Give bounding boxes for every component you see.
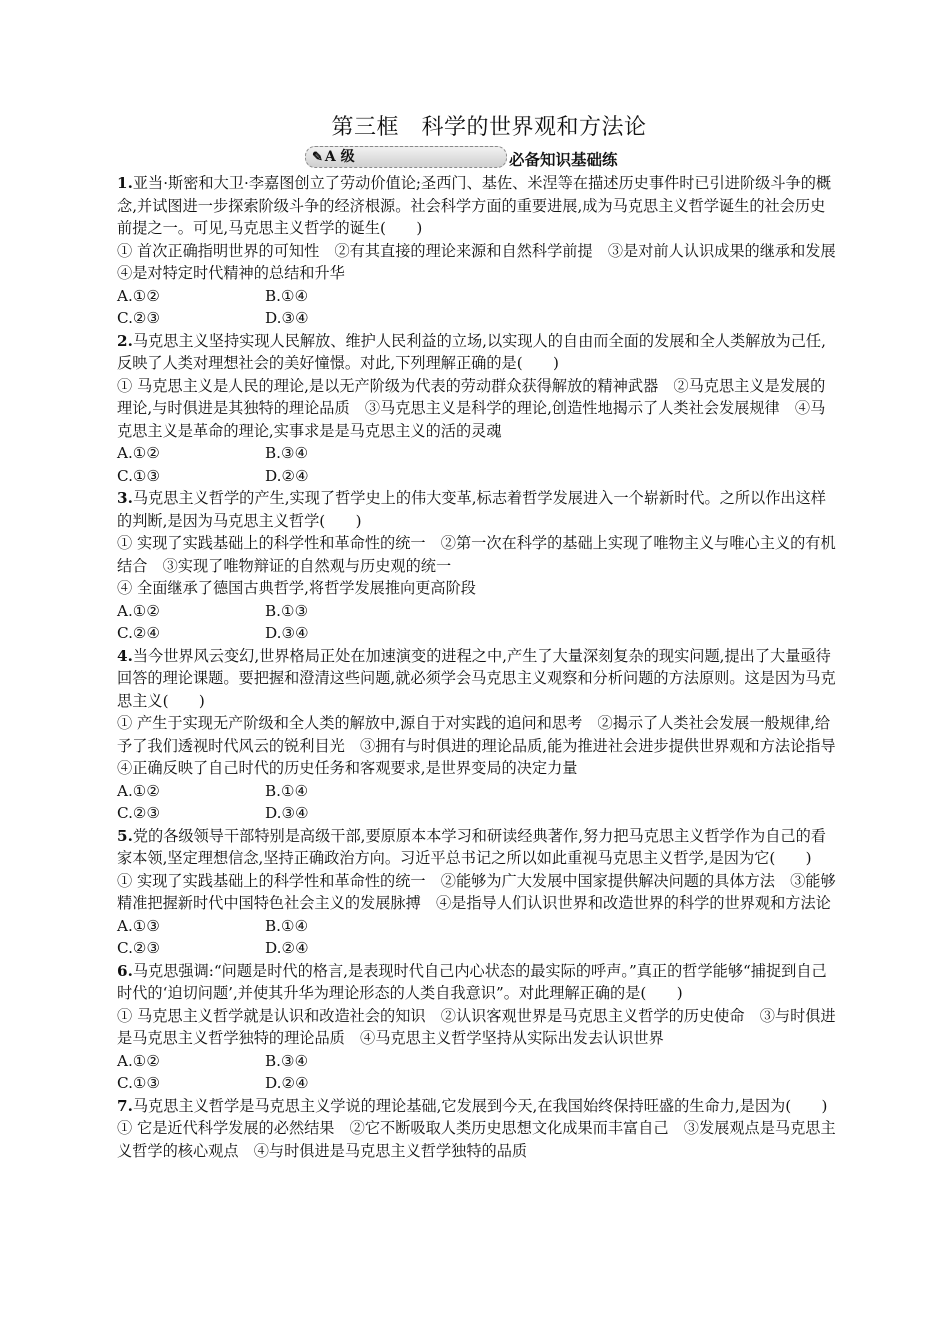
question-stem: 3.马克思主义哲学的产生,实现了哲学史上的伟大变革,标志着哲学发展进入一个崭新时代。之所以作出这样的判断,是因为马克思主义哲学( ): [117, 489, 826, 530]
choice-d[interactable]: D.②④: [265, 1074, 309, 1092]
choice-d[interactable]: D.③④: [265, 624, 309, 642]
question-stem: 7.马克思主义哲学是马克思主义学说的理论基础,它发展到今天,在我国始终保持旺盛的生命力,是因为( ): [117, 1096, 828, 1115]
question-3: [117, 487, 837, 645]
choice-d[interactable]: D.③④: [265, 804, 309, 822]
question-stem: 6.马克思强调:“问题是时代的格言,是表现时代自己内心状态的最实际的呼声。”真正的哲学能够“捕捉到自己时代的‘迫切问题’,并使其升华为理论形态的人类自我意识”。对此理解正确的是( ): [117, 961, 827, 1002]
choice-c[interactable]: C.②③: [117, 804, 161, 822]
level-header: [117, 146, 837, 170]
question-2: [117, 330, 837, 488]
level-label: A 级: [324, 149, 355, 165]
choice-c[interactable]: C.②④: [117, 624, 161, 642]
choice-d[interactable]: D.③④: [265, 309, 309, 327]
choice-c[interactable]: C.①③: [117, 466, 161, 485]
choice-a[interactable]: A.①③: [117, 916, 161, 935]
choice-b[interactable]: B.③④: [265, 1051, 309, 1070]
statement-list: ① 实现了实践基础上的科学性和革命性的统一 ②能够为广大发展中国家提供解决问题的具体方法 ③能够精准把握新时代中国特色社会主义的发展脉搏 ④是指导人们认识世界和改造世界的科学的世界观和方法论: [117, 871, 836, 912]
choice-d[interactable]: D.②④: [265, 939, 309, 957]
choice-b[interactable]: B.①④: [265, 916, 309, 935]
question-stem: 5.党的各级领导干部特别是高级干部,要原原本本学习和研读经典著作,努力把马克思主义哲学作为自己的看家本领,坚定理想信念,坚持正确政治方向。习近平总书记之所以如此重视马克思主义哲学,是因为它( ): [117, 826, 826, 867]
question-stem: 2.马克思主义坚持实现人民解放、维护人民利益的立场,以实现人的自由而全面的发展和全人类解放为己任,反映了人类对理想社会的美好憧憬。对此,下列理解正确的是( ): [117, 331, 826, 372]
question-1: [117, 172, 851, 330]
level-badge: [305, 146, 507, 168]
choice-b[interactable]: B.③④: [265, 444, 309, 462]
statement-list: ① 实现了实践基础上的科学性和革命性的统一 ②第一次在科学的基础上实现了唯物主义与唯心主义的有机结合 ③实现了唯物辩证的自然观与历史观的统一: [117, 534, 836, 575]
choice-a[interactable]: A.①②: [117, 286, 161, 305]
choice-c[interactable]: C.②③: [117, 309, 161, 327]
choice-b[interactable]: B.①④: [265, 286, 309, 305]
choice-a[interactable]: A.①②: [117, 601, 161, 620]
choice-c[interactable]: C.②③: [117, 939, 161, 957]
section-title: 必备知识基础练: [509, 150, 618, 169]
statement-list: ① 马克思主义哲学就是认识和改造社会的知识 ②认识客观世界是马克思主义哲学的历史使命 ③与时俱进是马克思主义哲学独特的理论品质 ④马克思主义哲学坚持从实际出发去认识世界: [117, 1006, 836, 1047]
question-stem: 1.亚当·斯密和大卫·李嘉图创立了劳动价值论;圣西门、基佐、米涅等在描述历史事件时已引进阶级斗争的概念,并试图进一步探索阶级斗争的经济根源。社会科学方面的重要进展,成为马克思主义哲学诞生的社会历史前提之一。可见,马克思主义哲学的诞生( ): [117, 174, 832, 237]
choice-d[interactable]: D.②④: [265, 466, 309, 485]
choice-b[interactable]: B.①④: [265, 781, 309, 800]
choice-b[interactable]: B.①③: [265, 601, 309, 620]
question-stem: 4.当今世界风云变幻,世界格局正处在加速演变的进程之中,产生了大量深刻复杂的现实问题,提出了大量亟待回答的理论课题。要把握和澄清这些问题,就必须学会马克思主义观察和分析问题的方法原则。这是因为马克思主义( ): [117, 646, 836, 710]
statement-list: ① 它是近代科学发展的必然结果 ②它不断吸取人类历史思想文化成果而丰富自己 ③发展观点是马克思主义哲学的核心观点 ④与时俱进是马克思主义哲学独特的品质: [117, 1119, 836, 1160]
choice-a[interactable]: A.①②: [117, 444, 161, 462]
pencil-icon: ✎: [312, 150, 323, 165]
choice-a[interactable]: A.①②: [117, 1051, 161, 1070]
statement-list: ① 产生于实现无产阶级和全人类的解放中,源自于对实践的追问和思考 ②揭示了人类社会发展一般规律,给予了我们透视时代风云的锐利目光 ③拥有与时俱进的理论品质,能为推进社会进步提供世界观和方法论指导 ④正确反映了自己时代的历史任务和客观要求,是世界变局的决定力量: [117, 714, 851, 777]
document-page: [117, 112, 851, 1162]
statement-list: ① 首次正确指明世界的可知性 ②有其直接的理论来源和自然科学前提 ③是对前人认识成果的继承和发展 ④是对特定时代精神的总结和升华: [117, 241, 851, 282]
question-4: [117, 645, 851, 825]
choice-c[interactable]: C.①③: [117, 1074, 161, 1092]
question-6: [117, 960, 837, 1095]
statement-list-continued: ④ 全面继承了德国古典哲学,将哲学发展推向更高阶段: [117, 579, 476, 597]
page-title: 第三框 科学的世界观和方法论: [331, 115, 647, 140]
choice-a[interactable]: A.①②: [117, 781, 161, 800]
question-5: [117, 825, 837, 960]
question-7: [117, 1095, 837, 1163]
statement-list: ① 马克思主义是人民的理论,是以无产阶级为代表的劳动群众获得解放的精神武器 ②马克思主义是发展的理论,与时俱进是其独特的理论品质 ③马克思主义是科学的理论,创造性地揭示了人类社会发展规律 ④马克思主义是革命的理论,实事求是是马克思主义的活的灵魂: [117, 376, 826, 440]
